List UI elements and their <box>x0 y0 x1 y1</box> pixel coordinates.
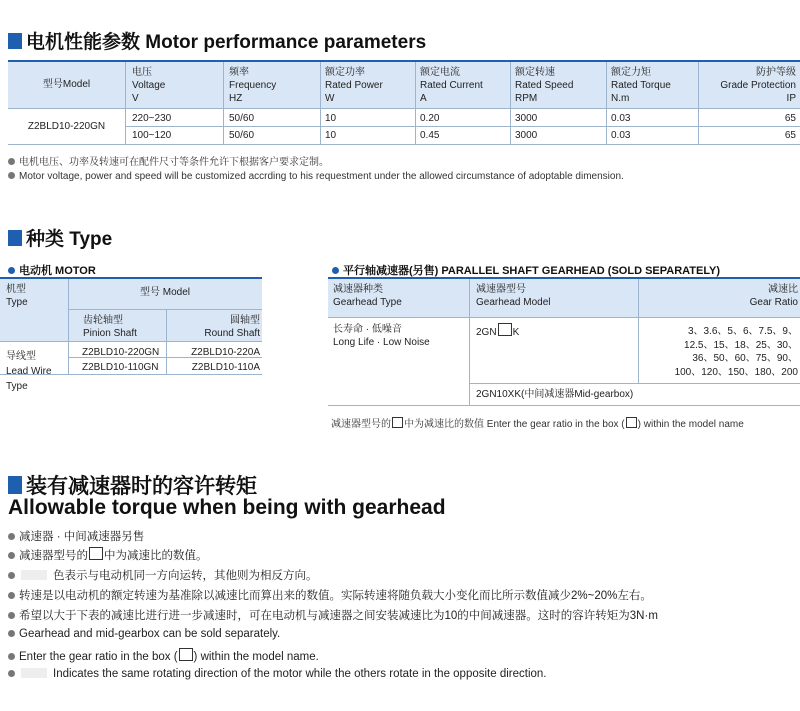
ratio-box-icon <box>392 417 403 428</box>
bullet-icon <box>8 552 15 559</box>
bullet-icon <box>8 533 15 540</box>
torque-title-en: Allowable torque when being with gearhead <box>8 496 446 519</box>
gearhead-model-header: 减速器型号 Gearhead Model <box>476 284 551 308</box>
note-line: Motor voltage, power and speed will be customized accrding to his requestment under the allowed circumstance of adoptable dimension. <box>8 171 624 182</box>
torque-note: 色表示与电动机同一方向运转，其他则为相反方向。 <box>8 567 318 583</box>
section-marker-icon <box>8 33 22 49</box>
ratio-box-icon <box>498 323 512 336</box>
header-frequency: 频率 Frequency HZ <box>229 67 277 104</box>
mid-gearbox-model: 2GN10XK(中间减速器Mid-gearbox) <box>476 389 634 400</box>
ratio-box-icon <box>179 648 193 661</box>
gear-ratio-header: 减速比 Gear Ratio <box>749 284 798 308</box>
section-marker-icon <box>8 476 22 494</box>
color-swatch-icon <box>21 668 47 678</box>
bullet-icon <box>8 572 15 579</box>
table-cell: 0.45 <box>420 130 440 141</box>
table-cell: 0.03 <box>611 130 631 141</box>
bullet-icon <box>8 172 15 179</box>
table-cell: 50/60 <box>229 113 255 124</box>
header-grade-protection: 防护等级 Grade Protection IP <box>720 67 796 104</box>
table-cell: 0.20 <box>420 113 440 124</box>
table-cell: 65 <box>784 130 796 141</box>
torque-note: Enter the gear ratio in the box ( ) within the model name. <box>8 648 319 663</box>
table-cell: 10 <box>325 130 337 141</box>
motor-type-header: 机型 Type <box>6 284 28 308</box>
lead-wire-type: 导线型 Lead Wire Type <box>6 351 52 392</box>
header-model: 型号Model <box>42 79 91 90</box>
header-rated-power: 额定功率 Rated Power W <box>325 67 383 104</box>
motor-table <box>0 277 262 397</box>
bullet-icon <box>332 267 339 274</box>
torque-note: 转速是以电动机的额定转速为基准除以减速比而算出来的数值。实际转速将随负载大小变化而比所示数值减少2%~20%左右。 <box>8 587 652 603</box>
header-voltage: 电压 Voltage V <box>132 67 166 104</box>
round-model: Z2BLD10-220A <box>191 347 260 358</box>
motor-model-header: 型号 Model <box>139 287 190 298</box>
ratio-box-icon <box>89 547 103 560</box>
bullet-icon <box>8 592 15 599</box>
bullet-icon <box>8 653 15 660</box>
gearhead-subtitle: 平行轴减速器(另售) PARALLEL SHAFT GEARHEAD (SOLD SEPARATELY) <box>332 262 720 278</box>
ratio-box-icon <box>626 417 637 428</box>
type-title: 种类 Type <box>8 224 112 251</box>
gearhead-model-value: 2GN K <box>476 323 519 339</box>
table-cell: 65 <box>784 113 796 124</box>
table-cell: 50/60 <box>229 130 255 141</box>
table-cell: 10 <box>325 113 337 124</box>
model-cell: Z2BLD10-220GN <box>27 121 106 132</box>
bullet-icon <box>8 267 15 274</box>
bullet-icon <box>8 158 15 165</box>
header-rated-current: 额定电流 Rated Current A <box>420 67 483 104</box>
header-rated-speed: 额定转速 Rated Speed RPM <box>515 67 574 104</box>
torque-note: 希望以大于下表的减速比进行进一步减速时，可在电动机与减速器之间安装减速比为10的中间减速器。这时的容许转矩为3N·m <box>8 607 658 623</box>
table-cell: 3000 <box>515 113 538 124</box>
motor-subtitle: 电动机 MOTOR <box>8 262 96 278</box>
note-line: 电机电压、功率及转速可在配件尺寸等条件允许下根据客户要求定制。 <box>8 153 329 168</box>
torque-note: 减速器型号的 中为减速比的数值。 <box>8 547 208 563</box>
pinion-model: Z2BLD10-110GN <box>82 362 159 373</box>
gearhead-type-value: 长寿命 · 低噪音 Long Life · Low Noise <box>333 324 430 348</box>
header-rated-torque: 额定力矩 Rated Torque N.m <box>611 67 671 104</box>
gearhead-table <box>328 277 800 407</box>
pinion-header: 齿轮轴型 Pinion Shaft <box>83 315 137 339</box>
pinion-model: Z2BLD10-220GN <box>82 347 160 358</box>
torque-note: Gearhead and mid-gearbox can be sold separately. <box>8 628 280 640</box>
color-swatch-icon <box>21 570 47 580</box>
performance-title: 电机性能参数 Motor performance parameters <box>8 27 426 54</box>
round-header: 圆轴型 Round Shaft <box>204 315 260 339</box>
bullet-icon <box>8 630 15 637</box>
bullet-icon <box>8 670 15 677</box>
performance-table <box>8 60 800 146</box>
table-cell: 100~120 <box>132 130 172 141</box>
gearhead-type-header: 减速器种类 Gearhead Type <box>333 284 402 308</box>
gearhead-note: 减速器型号的 中为减速比的数值 Enter the gear ratio in the box ( ) within the model name <box>331 419 744 430</box>
torque-note: 减速器 · 中间减速器另售 <box>8 528 144 544</box>
bullet-icon <box>8 612 15 619</box>
gear-ratio-values: 3、3.6、5、6、7.5、9、 12.5、15、18、25、30、 36、50、60、75、90、 100、120、150、180、200 <box>674 326 798 378</box>
torque-title-cn: 装有减速器时的容许转矩 <box>8 470 257 500</box>
table-cell: 0.03 <box>611 113 631 124</box>
table-cell: 220~230 <box>132 113 172 124</box>
round-model: Z2BLD10-110A <box>191 362 260 373</box>
table-cell: 3000 <box>515 130 538 141</box>
torque-note: Indicates the same rotating direction of the motor while the others rotate in the opposite direction. <box>8 668 547 680</box>
section-marker-icon <box>8 230 22 246</box>
